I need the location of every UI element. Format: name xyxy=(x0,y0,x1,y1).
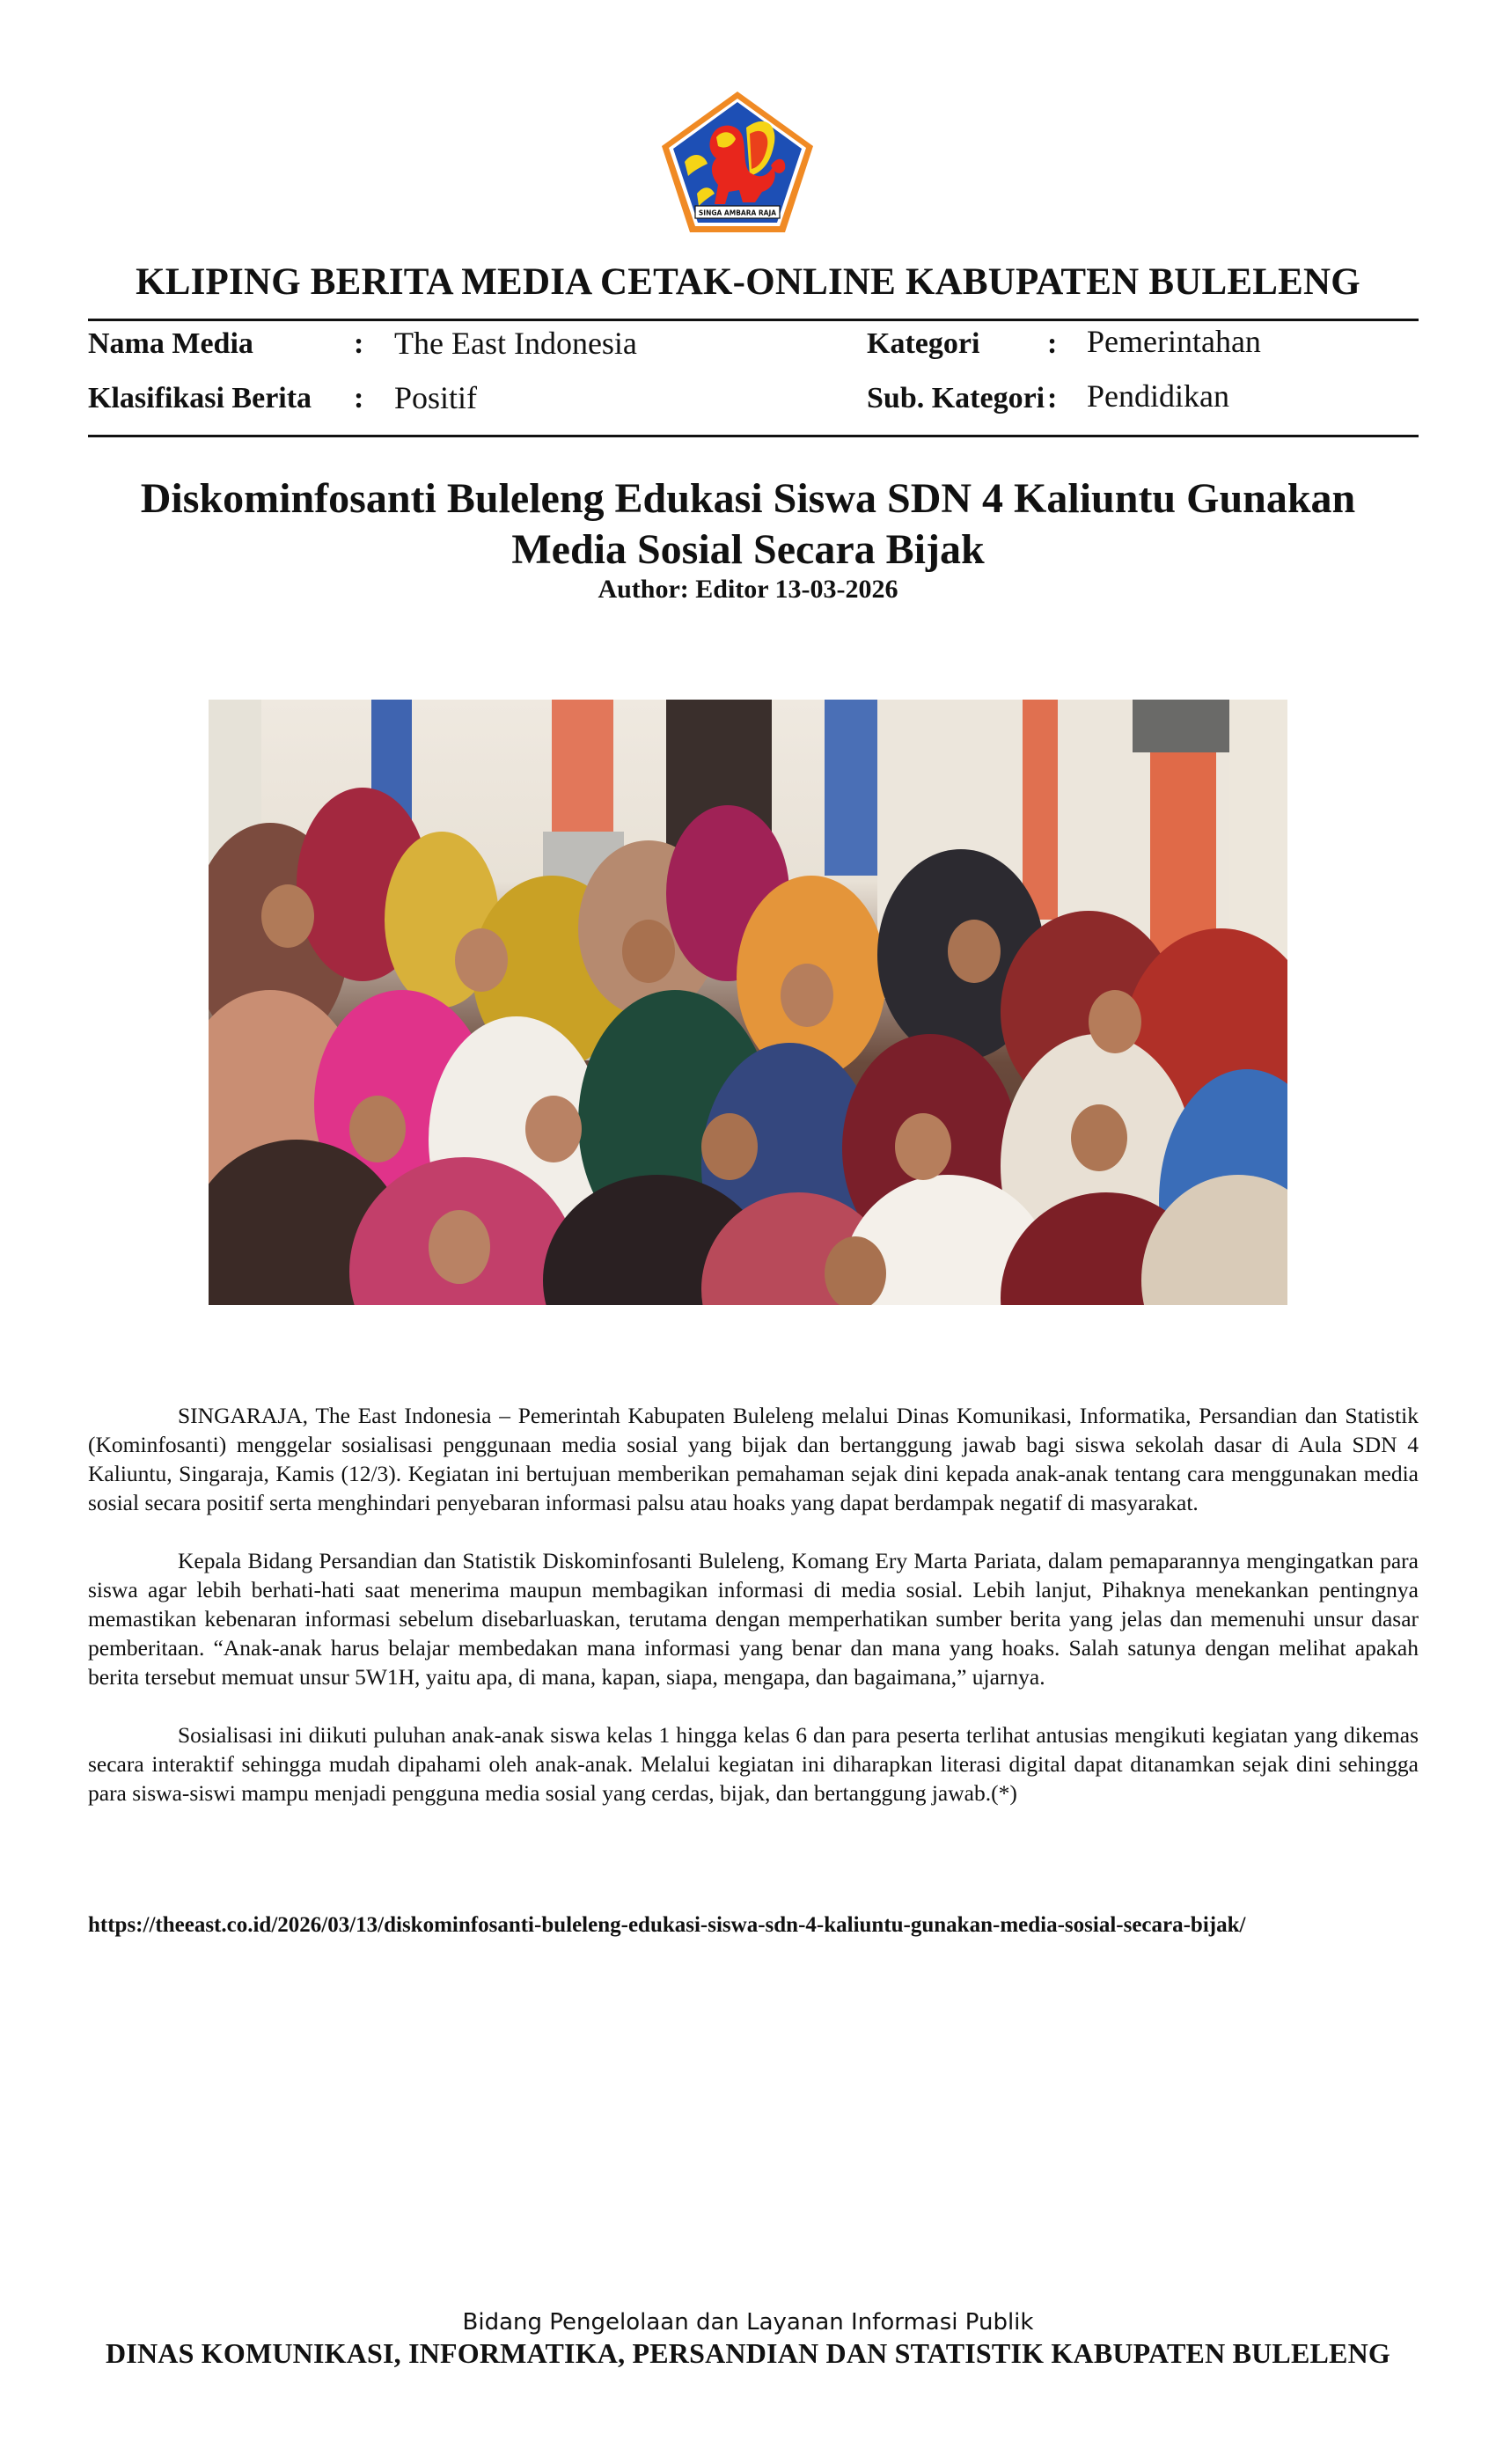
regency-emblem-logo xyxy=(658,88,817,236)
article-paragraph: SINGARAJA, The East Indonesia – Pemerintah Kabupaten Buleleng melalui Dinas Komunikasi, Informatika, Persandian dan Statistik (Kominfosanti) menggelar sosialisasi penggunaan media sosial yang bijak dan bertanggung jawab bagi siswa sekolah dasar di Aula SDN 4 Kaliuntu, Singaraja, Kamis (12/3). Kegiatan ini bertujuan memberikan pemahaman sejak dini kepada anak-anak tentang cara menggunakan media sosial secara positif serta menghindari penyebaran informasi palsu atau hoaks yang dapat berdampak negatif di masyarakat. xyxy=(88,1403,1419,1515)
klasifikasi-berita-colon: : xyxy=(354,382,364,414)
article-byline: Author: Editor 13-03-2026 xyxy=(598,575,898,604)
klasifikasi-berita-value: Positif xyxy=(394,380,478,415)
footer-department: Bidang Pengelolaan dan Layanan Informasi Publik xyxy=(462,2309,1034,2336)
sub-kategori-label: Sub. Kategori xyxy=(867,382,1045,414)
article-paragraph: Kepala Bidang Persandian dan Statistik Diskominfosanti Buleleng, Komang Ery Marta Pariata, dalam pemaparannya mengingatkan para siswa agar lebih berhati-hati saat menerima maupun membagikan informasi di media sosial. Lebih lanjut, Pihaknya menekankan pentingnya memastikan kebenaran informasi sebelum disebarluaskan, terutama dengan memperhatikan sumber berita yang jelas dan memenuhi unsur dasar pemberitaan. “Anak-anak harus belajar membedakan mana informasi yang benar dan mana yang hoaks. Salah satunya dengan melihat apakah berita tersebut memuat unsur 5W1H, yaitu apa, di mana, kapan, siapa, mengapa, dan bagaimana,” ujarnya. xyxy=(88,1548,1419,1690)
document-title: KLIPING BERITA MEDIA CETAK-ONLINE KABUPATEN BULELENG xyxy=(136,261,1360,303)
kategori-colon: : xyxy=(1047,327,1058,360)
nama-media-colon: : xyxy=(354,327,364,360)
sub-kategori-value: Pendidikan xyxy=(1087,378,1229,414)
klasifikasi-berita-label: Klasifikasi Berita xyxy=(88,382,312,414)
header-bottom-divider xyxy=(88,435,1419,437)
logo-motto: SINGA AMBARA RAJA xyxy=(698,209,777,217)
article-headline: Diskominfosanti Buleleng Edukasi Siswa SDN 4 Kaliuntu Gunakan Media Sosial Secara Bijak xyxy=(140,475,1356,573)
kategori-label: Kategori xyxy=(867,327,980,360)
nama-media-label: Nama Media xyxy=(88,327,253,360)
footer-agency: DINAS KOMUNIKASI, INFORMATIKA, PERSANDIAN DAN STATISTIK KABUPATEN BULELENG xyxy=(105,2337,1391,2369)
header-top-divider xyxy=(88,319,1419,321)
singa-ambara-raja-icon xyxy=(658,88,817,236)
sub-kategori-colon: : xyxy=(1047,382,1058,414)
article-photo xyxy=(209,700,1287,1305)
nama-media-value: The East Indonesia xyxy=(394,326,637,361)
source-url-link[interactable]: https://theeast.co.id/2026/03/13/diskominfosanti-buleleng-edukasi-siswa-sdn-4-kaliuntu-gunakan-media-sosial-secara-bijak/ xyxy=(88,1913,1246,1937)
article-paragraph: Sosialisasi ini diikuti puluhan anak-anak siswa kelas 1 hingga kelas 6 dan para peserta terlihat antusias mengikuti kegiatan yang dikemas secara interaktif sehingga mudah dipahami oleh anak-anak. Melalui kegiatan ini diharapkan literasi digital dapat ditanamkan sejak dini sehingga para siswa-siswi mampu menjadi pengguna media sosial yang cerdas, bijak, dan bertanggung jawab.(*) xyxy=(88,1722,1419,1806)
kategori-value: Pemerintahan xyxy=(1087,324,1261,359)
article-body xyxy=(88,1401,1419,1837)
